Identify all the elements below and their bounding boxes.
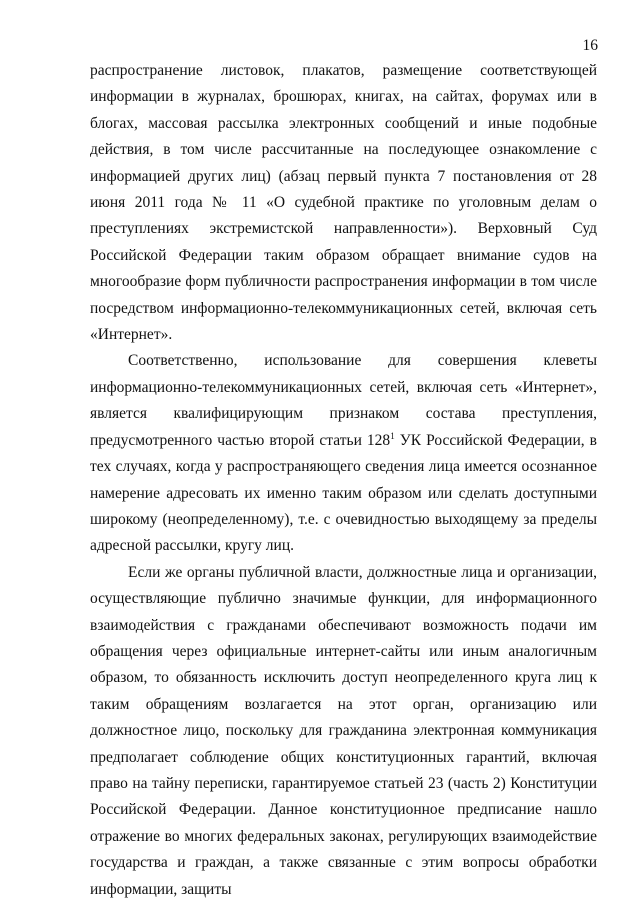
superscript-article-index: 1: [390, 430, 395, 441]
paragraph-defamation-qualifier: [90, 348, 597, 559]
body-text: [90, 58, 597, 903]
paragraph-text-end: УК Российской Федерации, в тех случаях, когда у распространяющего сведения лица имеется осознанное намерение адресовать их именно таким образом или сделать доступными широкому (неопределенному), т.е. с очевидностью выходящему за пределы адресной рассылки, кругу лиц.: [90, 431, 597, 555]
paragraph-public-authorities: Если же органы публичной власти, должностные лица и организации, осуществляющие публично значимые функции, для информационного взаимодействия с гражданами обеспечивают возможность подачи им обращения через официальные интернет-сайты или иным аналогичным образом, то обязанность исключить доступ неопределенного круга лиц к таким обращениям возлагается на этот орган, организацию или должностное лицо, поскольку для гражданина электронная коммуникация предполагает соблюдение общих конституционных гарантий, включая право на тайну переписки, гарантируемое статьей 23 (часть 2) Конституции Российской Федерации. Данное конституционное предписание нашло отражение во многих федеральных законах, регулирующих взаимодействие государства и граждан, а также связанные с этим вопросы обработки информации, защиты: [90, 563, 597, 898]
paragraph-continued: распространение листовок, плакатов, размещение соответствующей информации в журналах, брошюрах, книгах, на сайтах, форумах или в блогах, массовая рассылка электронных сообщений и иные подобные действия, в том числе рассчитанные на последующее ознакомление с информацией других лиц) (абзац первый пункта 7 постановления от 28 июня 2011 года № 11 «О судебной практике по уголовным делам о преступлениях экстремистской направленности»). Верховный Суд Российской Федерации таким образом обращает внимание судов на многообразие форм публичности распространения информации в том числе посредством информационно-телекоммуникационных сетей, включая сеть «Интернет».: [90, 62, 597, 344]
page-number: 16: [582, 37, 598, 54]
paragraph-text-start: Соответственно, использование для совершения клеветы информационно-телекоммуникационных сетей, включая сеть «Интернет», является квалифицирующим признаком состава преступления, предусмотренного частью второй статьи 128: [90, 352, 597, 449]
